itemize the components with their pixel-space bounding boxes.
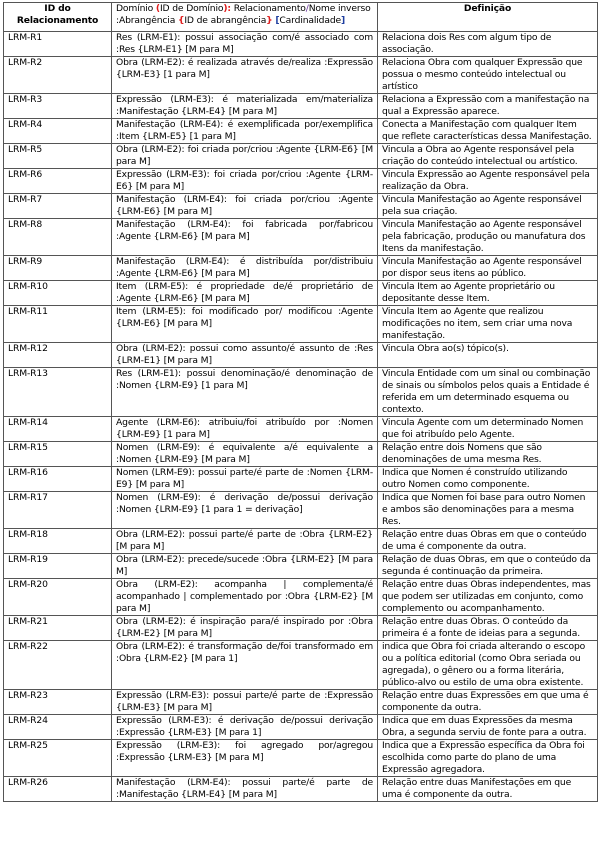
table-row — [4, 616, 598, 641]
relationship-id: LRM-R7 — [4, 194, 112, 219]
header-brace-close: } — [266, 15, 273, 26]
table-row — [4, 579, 598, 616]
relationship-id: LRM-R12 — [4, 343, 112, 368]
table-row — [4, 417, 598, 442]
header-definition: Definição — [378, 3, 598, 32]
header-domain — [112, 3, 378, 32]
relationship-id: LRM-R25 — [4, 740, 112, 777]
relationship-domain: Expressão (LRM-E3): é derivação de/possui derivação :Expressão {LRM-E3} [M para 1] — [112, 715, 378, 740]
relationship-domain: Expressão (LRM-E3): foi agregado por/agregou :Expressão {LRM-E3} [M para M] — [112, 740, 378, 777]
relationship-id: LRM-R15 — [4, 442, 112, 467]
relationship-domain: Manifestação (LRM-E4): foi criada por/criou :Agente {LRM-E6} [M para M] — [112, 194, 378, 219]
table-row — [4, 169, 598, 194]
relationship-id: LRM-R17 — [4, 492, 112, 529]
header-abrangencia: :Abrangência — [116, 15, 178, 26]
relationship-definition: Vincula Obra ao(s) tópico(s). — [378, 343, 598, 368]
relationship-definition: Relação entre duas Obras independentes, mas que podem ser utilizadas em conjunto, como complemento ou acompanhamento. — [378, 579, 598, 616]
table-row — [4, 467, 598, 492]
relationship-domain: Manifestação (LRM-E4): foi fabricada por/fabricou :Agente {LRM-E6} [M para M] — [112, 219, 378, 256]
table-row — [4, 492, 598, 529]
relationship-domain: Obra (LRM-E2): acompanha | complementa/é acompanhado | complementado por :Obra {LRM-E2} [M para M] — [112, 579, 378, 616]
table-row — [4, 256, 598, 281]
table-row — [4, 777, 598, 802]
table-row — [4, 194, 598, 219]
relationship-definition: Relaciona dois Res com algum tipo de associação. — [378, 32, 598, 57]
relationship-definition: Conecta a Manifestação com qualquer Item que reflete características dessa Manifestação. — [378, 119, 598, 144]
table-row — [4, 554, 598, 579]
relationship-domain: Nomen (LRM-E9): é equivalente a/é equivalente a :Nomen {LRM-E9} [M para M] — [112, 442, 378, 467]
relationship-id: LRM-R5 — [4, 144, 112, 169]
relationship-id: LRM-R18 — [4, 529, 112, 554]
table-row — [4, 94, 598, 119]
relationship-id: LRM-R6 — [4, 169, 112, 194]
relationship-domain: Obra (LRM-E2): foi criada por/criou :Agente {LRM-E6} [M para M] — [112, 144, 378, 169]
relationship-definition: Indica que em duas Expressões da mesma Obra, a segunda serviu de fonte para a outra. — [378, 715, 598, 740]
relationship-definition: Vincula Manifestação ao Agente responsável por dispor seus itens ao público. — [378, 256, 598, 281]
relationship-id: LRM-R24 — [4, 715, 112, 740]
relationship-id: LRM-R21 — [4, 616, 112, 641]
table-row — [4, 368, 598, 417]
header-brace-open: { — [177, 15, 185, 26]
table-row — [4, 740, 598, 777]
relationship-id: LRM-R10 — [4, 281, 112, 306]
relationship-id: LRM-R3 — [4, 94, 112, 119]
relationship-definition: Indica que Nomen foi base para outro Nomen e ambos são denominações para a mesma Res. — [378, 492, 598, 529]
table-row — [4, 281, 598, 306]
table-row — [4, 442, 598, 467]
header-row — [4, 3, 598, 32]
relationship-definition: Relação entre duas Manifestações em que uma é componente da outra. — [378, 777, 598, 802]
relationship-id: LRM-R8 — [4, 219, 112, 256]
header-id — [4, 3, 112, 32]
header-colon: : — [227, 3, 231, 14]
header-bracket-close: ] — [341, 15, 346, 26]
relationship-definition: indica que Obra foi criada alterando o escopo ou a política editorial (como Obra seriada ou agregada), o gênero ou a forma literária, público-alvo ou estilo de uma obra existente. — [378, 641, 598, 690]
relationship-id: LRM-R26 — [4, 777, 112, 802]
relationship-domain: Manifestação (LRM-E4): possui parte/é parte de :Manifestação {LRM-E4} [M para M] — [112, 777, 378, 802]
table-row — [4, 343, 598, 368]
relationship-domain: Manifestação (LRM-E4): é distribuída por/distribuiu :Agente {LRM-E6} [M para M] — [112, 256, 378, 281]
relationship-definition: Vincula a Obra ao Agente responsável pela criação do conteúdo intelectual ou artístico. — [378, 144, 598, 169]
relationship-definition: Relação entre duas Expressões em que uma é componente da outra. — [378, 690, 598, 715]
header-cardinalidade: Cardinalidade — [279, 15, 342, 26]
relationship-domain: Obra (LRM-E2): é realizada através de/realiza :Expressão {LRM-E3} [1 para M] — [112, 57, 378, 94]
relationship-domain: Nomen (LRM-E9): possui parte/é parte de :Nomen {LRM-E9} [M para M] — [112, 467, 378, 492]
header-paren-open: ( — [155, 3, 160, 14]
relationship-domain: Nomen (LRM-E9): é derivação de/possui derivação :Nomen {LRM-E9} [1 para 1 = derivação] — [112, 492, 378, 529]
header-nome-inverso: Nome inverso — [308, 3, 371, 14]
relationship-domain: Obra (LRM-E2): é transformação de/foi transformado em :Obra {LRM-E2} [M para 1] — [112, 641, 378, 690]
relationship-definition: Relação entre dois Nomens que são denominações de uma mesma Res. — [378, 442, 598, 467]
relationship-id: LRM-R20 — [4, 579, 112, 616]
table-row — [4, 715, 598, 740]
table-row — [4, 57, 598, 94]
relationship-definition: Vincula Entidade com um sinal ou combinação de sinais ou símbolos pelos quais a Entidade é referida em um determinado esquema ou contexto. — [378, 368, 598, 417]
relationship-definition: Vincula Expressão ao Agente responsável pela realização da Obra. — [378, 169, 598, 194]
relationship-definition: Vincula Manifestação ao Agente responsável pela fabricação, produção ou manufatura dos Itens da manifestação. — [378, 219, 598, 256]
table-body — [4, 32, 598, 802]
relationship-id: LRM-R16 — [4, 467, 112, 492]
relationship-domain: Res (LRM-E1): possui denominação/é denominação de :Nomen {LRM-E9} [1 para M] — [112, 368, 378, 417]
relationship-definition: Indica que a Expressão específica da Obra foi escolhida como parte do plano de uma Expressão agregadora. — [378, 740, 598, 777]
header-id-line2: Relacionamento — [16, 15, 99, 26]
relationship-domain: Obra (LRM-E2): possui como assunto/é assunto de :Res {LRM-E1} [M para M] — [112, 343, 378, 368]
relationship-id: LRM-R9 — [4, 256, 112, 281]
table-row — [4, 641, 598, 690]
relationship-id: LRM-R19 — [4, 554, 112, 579]
relationship-id: LRM-R11 — [4, 306, 112, 343]
header-id-abrangencia: ID de abrangência — [184, 15, 267, 26]
relationship-definition: Relação de duas Obras, em que o conteúdo da segunda é continuação da primeira. — [378, 554, 598, 579]
relationship-domain: Manifestação (LRM-E4): é exemplificada por/exemplifica :Item {LRM-E5} [1 para M] — [112, 119, 378, 144]
relationship-id: LRM-R4 — [4, 119, 112, 144]
table-row — [4, 306, 598, 343]
relationship-domain: Expressão (LRM-E3): possui parte/é parte de :Expressão {LRM-E3} [M para M] — [112, 690, 378, 715]
relationship-domain: Expressão (LRM-E3): é materializada em/materializa :Manifestação {LRM-E4} [M para M] — [112, 94, 378, 119]
relationship-domain: Obra (LRM-E2): possui parte/é parte de :Obra {LRM-E2} [M para M] — [112, 529, 378, 554]
table-row — [4, 119, 598, 144]
header-dominio: Domínio — [116, 3, 156, 14]
relationship-domain: Item (LRM-E5): é propriedade de/é proprietário de :Agente {LRM-E6} [M para M] — [112, 281, 378, 306]
header-bracket-open: [ — [275, 15, 280, 26]
relationship-definition: Vincula Agente com um determinado Nomen que foi atribuído pelo Agente. — [378, 417, 598, 442]
relationship-domain: Item (LRM-E5): foi modificado por/ modificou :Agente {LRM-E6} [M para M] — [112, 306, 378, 343]
table-row — [4, 219, 598, 256]
table-row — [4, 144, 598, 169]
relationship-domain: Res (LRM-E1): possui associação com/é associado com :Res {LRM-E1} [M para M] — [112, 32, 378, 57]
table-row — [4, 529, 598, 554]
relationship-id: LRM-R13 — [4, 368, 112, 417]
relationship-id: LRM-R22 — [4, 641, 112, 690]
relationship-definition: Relação entre duas Obras. O conteúdo da primeira é a fonte de ideias para a segunda. — [378, 616, 598, 641]
table-row — [4, 32, 598, 57]
relationship-domain: Obra (LRM-E2): é inspiração para/é inspirado por :Obra {LRM-E2} [M para M] — [112, 616, 378, 641]
relationship-definition: Relaciona Obra com qualquer Expressão que possua o mesmo conteúdo intelectual ou artístico — [378, 57, 598, 94]
relationship-id: LRM-R1 — [4, 32, 112, 57]
header-id-line1: ID do — [44, 3, 71, 14]
relationship-definition: Indica que Nomen é construído utilizando outro Nomen como componente. — [378, 467, 598, 492]
relationship-definition: Vincula Item ao Agente proprietário ou depositante desse Item. — [378, 281, 598, 306]
relationship-definition: Relaciona a Expressão com a manifestação na qual a Expressão aparece. — [378, 94, 598, 119]
relationship-definition: Vincula Item ao Agente que realizou modificações no item, sem criar uma nova manifestação. — [378, 306, 598, 343]
relationship-id: LRM-R2 — [4, 57, 112, 94]
relationship-domain: Expressão (LRM-E3): foi criada por/criou :Agente {LRM-E6} [M para M] — [112, 169, 378, 194]
header-relacionamento: Relacionamento — [230, 3, 306, 14]
relationship-domain: Obra (LRM-E2): precede/sucede :Obra {LRM-E2} [M para M] — [112, 554, 378, 579]
relationship-definition: Vincula Manifestação ao Agente responsável pela sua criação. — [378, 194, 598, 219]
relationship-id: LRM-R14 — [4, 417, 112, 442]
header-slash: / — [305, 3, 309, 14]
relationship-definition: Relação entre duas Obras em que o conteúdo de uma é componente da outra. — [378, 529, 598, 554]
table-header — [4, 3, 598, 32]
header-paren-close: ) — [223, 3, 228, 14]
relationships-table — [3, 2, 598, 802]
relationship-domain: Agente (LRM-E6): atribuiu/foi atribuído por :Nomen {LRM-E9} [1 para M] — [112, 417, 378, 442]
header-id-dominio: ID de Domínio — [159, 3, 224, 14]
table-row — [4, 690, 598, 715]
relationship-id: LRM-R23 — [4, 690, 112, 715]
